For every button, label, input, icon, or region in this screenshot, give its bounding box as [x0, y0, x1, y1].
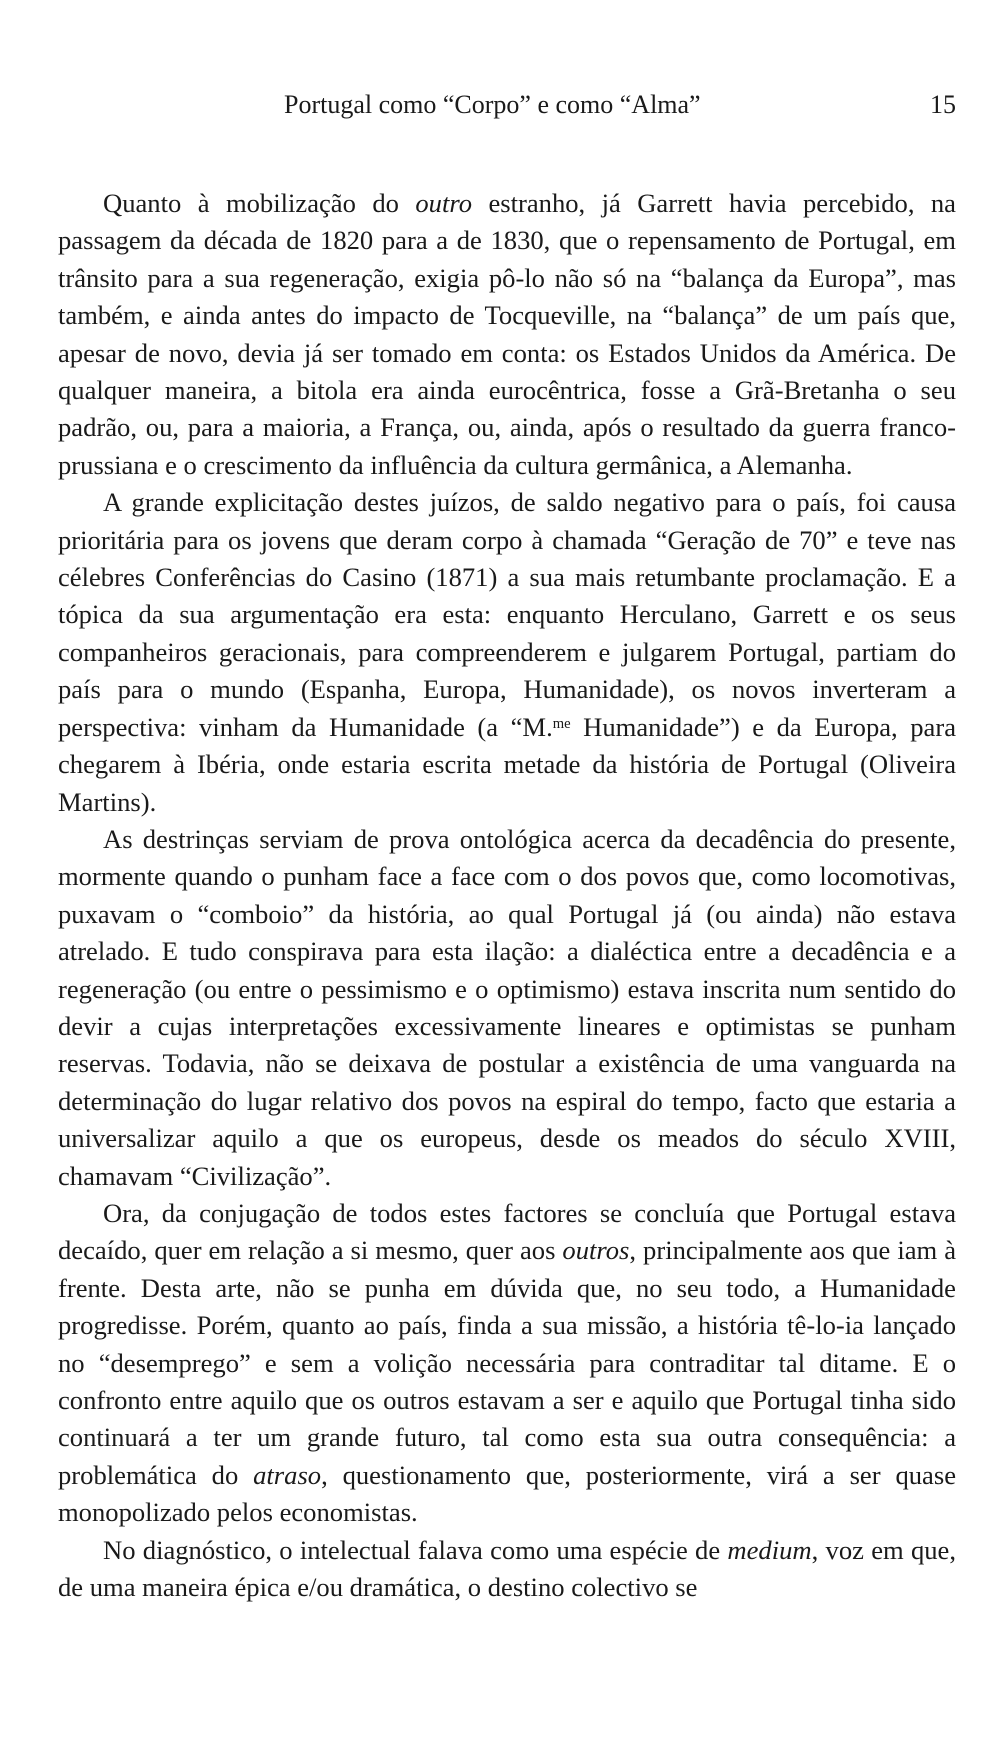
- emphasis: atraso: [253, 1459, 322, 1490]
- emphasis: outros: [562, 1235, 630, 1266]
- paragraph-1: Quanto à mobilização do outro estranho, já Garrett havia percebido, na passagem da década de 1820 para a de 1830, que o repensamento de Portugal, em trânsito para a sua regeneração, exigia pô-lo não só na “balança da Europa”, mas também, e ainda antes do impacto de Tocqueville, na “balança” de um país que, apesar de novo, devia já ser tomado em conta: os Estados Unidos da América. De qualquer maneira, a bitola era ainda eurocêntrica, fosse a Grã-Bretanha o seu padrão, ou, para a maioria, a França, ou, ainda, após o resultado da guerra franco-prussiana e o crescimento da influência da cultura germânica, a Alemanha.: [58, 188, 956, 480]
- paragraph-2: A grande explicitação destes juízos, de saldo negativo para o país, foi causa prioritária para os jovens que deram corpo à chamada “Geração de 70” e teve nas célebres Conferências do Casino (1871) a sua mais retumbante proclamação. E a tópica da sua argumentação era esta: enquanto Herculano, Garrett e os seus companheiros geracionais, para compreenderem e julgarem Portugal, partiam do país para o mundo (Espanha, Europa, Humanidade), os novos inverteram a perspectiva: vinham da Humanidade (a “M.$^{me}$ Humanidade”) e da Europa, para chegarem à Ibéria, onde estaria escrita metade da história de Portugal (Oliveira Martins).: [58, 487, 956, 817]
- paragraph-4: Ora, da conjugação de todos estes factores se concluía que Portugal estava decaído, quer em relação a si mesmo, quer aos outros, principalmente aos que iam à frente. Desta arte, não se punha em dúvida que, no seu todo, a Humanidade progredisse. Porém, quanto ao país, finda a sua missão, a história tê-lo-ia lançado no “desemprego” e sem a volição necessária para contraditar tal ditame. E o confronto entre aquilo que os outros estavam a ser e aquilo que Portugal tinha sido continuará a ter um grande futuro, tal como esta sua outra consequência: a problemática do atraso, questionamento que, posteriormente, virá a ser quase monopolizado pelos economistas.: [58, 1197, 956, 1528]
- running-title: Portugal como “Corpo” e como “Alma”: [284, 90, 701, 119]
- body-text: [58, 185, 956, 1606]
- page-header: [58, 90, 956, 130]
- paragraph-5: No diagnóstico, o intelectual falava como uma espécie de medium, voz em que, de uma maneira épica e/ou dramática, o destino colectivo se: [58, 1534, 956, 1603]
- emphasis: outro: [415, 188, 473, 218]
- superscript: me: [552, 715, 571, 732]
- page-number: 15: [930, 90, 956, 119]
- emphasis: medium: [727, 1534, 812, 1565]
- paragraph-3: As destrinças serviam de prova ontológica acerca da decadência do presente, mormente quando o punham face a face com o dos povos que, como locomotivas, puxavam o “comboio” da história, ao qual Portugal já (ou ainda) não estava atrelado. E tudo conspirava para esta ilação: a dialéctica entre a decadência e a regeneração (ou entre o pessimismo e o optimismo) estava inscrita num sentido do devir a cujas interpretações excessivamente lineares e optimistas se punham reservas. Todavia, não se deixava de postular a existência de uma vanguarda na determinação do lugar relativo dos povos na espiral do tempo, facto que estaria a universalizar aquilo a que os europeus, desde os meados do século XVIII, chamavam “Civilização”.: [58, 823, 956, 1191]
